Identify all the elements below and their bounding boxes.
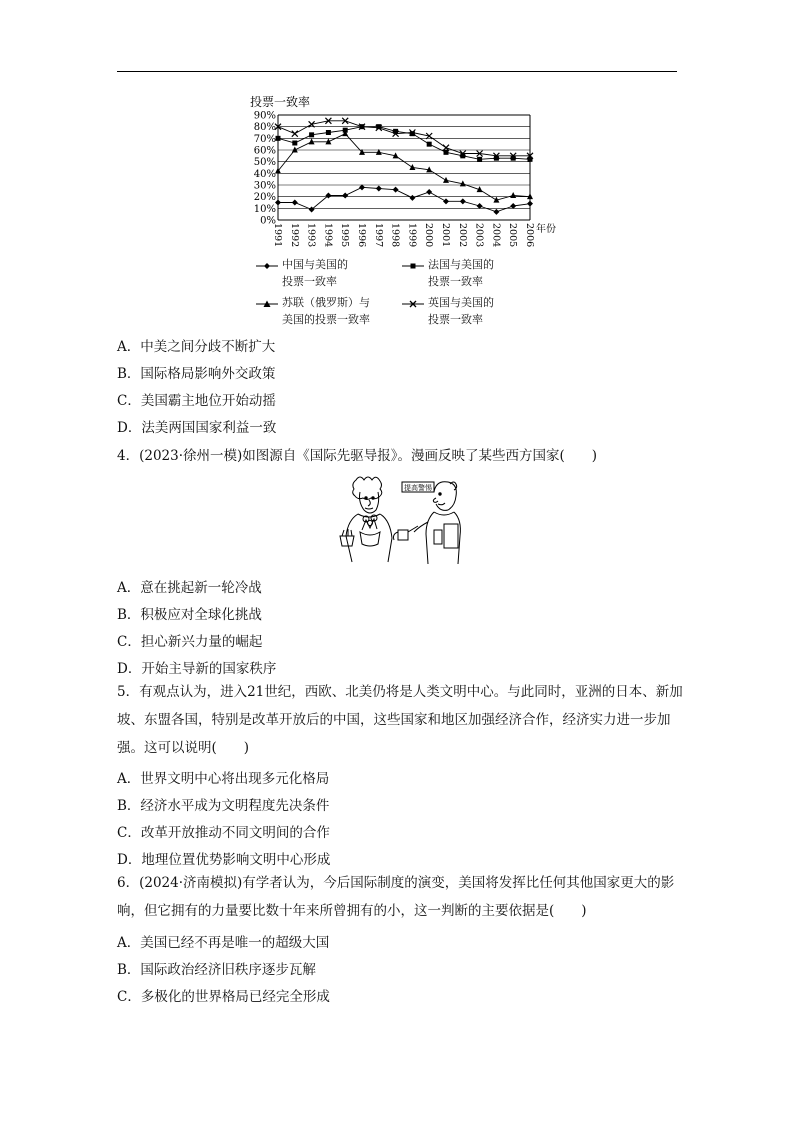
x-tick-label: 2002 xyxy=(456,223,468,248)
q5-option-c: C．改革开放推动不同文明间的合作 xyxy=(117,825,330,841)
x-tick-label: 1995 xyxy=(339,223,351,248)
data-point xyxy=(309,138,315,144)
x-tick-label: 1999 xyxy=(406,223,418,248)
legend-label: 英国与美国的 投票一致率 xyxy=(428,296,494,326)
x-tick-label: 1996 xyxy=(356,223,367,248)
y-tick-label: 90% xyxy=(253,110,276,122)
y-tick-label: 10% xyxy=(253,203,276,215)
q6-option-a: A．美国已经不再是唯一的超级大国 xyxy=(117,935,330,951)
legend-item-russia xyxy=(256,294,370,328)
data-point xyxy=(393,187,399,193)
x-tick-label: 2000 xyxy=(423,223,435,248)
cartoon-caption: 提高警惕 xyxy=(404,484,432,492)
x-tick-label: 2004 xyxy=(490,223,502,248)
y-tick-label: 40% xyxy=(253,168,276,180)
data-point xyxy=(292,141,297,146)
legend-label: 苏联（俄罗斯）与 美国的投票一致率 xyxy=(282,296,370,326)
x-tick-label: 1993 xyxy=(305,223,317,248)
data-point xyxy=(409,164,415,170)
legend-item-uk xyxy=(402,294,494,328)
legend-item-china xyxy=(256,256,348,290)
q3-option-d: D．法美两国国家利益一致 xyxy=(117,420,277,436)
q5-stem: 5．有观点认为，进入21世纪，西欧、北美仍将是人类文明中心。与此同时，亚洲的日本、新加坡、东盟各国，特别是改革开放后的中国，这些国家和地区加强经济合作，经济实力进一步加强。这可以说明( ) xyxy=(117,684,683,756)
x-tick-label: 1998 xyxy=(389,223,401,248)
data-point xyxy=(527,201,533,207)
series-line xyxy=(278,127,530,160)
data-point xyxy=(409,195,415,201)
x-tick-label: 2001 xyxy=(440,223,451,248)
y-tick-label: 30% xyxy=(253,180,276,192)
data-point xyxy=(493,209,499,215)
series-line xyxy=(278,134,530,201)
y-tick-label: 0% xyxy=(260,215,276,227)
header-rule xyxy=(117,71,677,72)
chart-legend xyxy=(250,256,550,328)
x-marker-icon xyxy=(402,300,424,308)
q4-option-d: D．开始主导新的国家秩序 xyxy=(117,661,277,677)
data-point xyxy=(427,142,432,147)
x-tick-label: 2006 xyxy=(524,223,535,248)
q6-stem: 6．(2024·济南模拟)有学者认为，今后国际制度的演变，美国将发挥比任何其他国家更大的影响，但它拥有的力量要比数十年来所曾拥有的小，这一判断的主要依据是( ) xyxy=(117,875,675,919)
y-tick-label: 50% xyxy=(253,157,276,169)
x-tick-label: 2003 xyxy=(473,223,485,248)
square-marker-icon xyxy=(402,262,424,270)
data-point xyxy=(460,198,466,204)
q5-option-d: D．地理位置优势影响文明中心形成 xyxy=(117,852,331,868)
q4-option-a: A．意在挑起新一轮冷战 xyxy=(117,580,262,596)
q4-stem: 4．(2023·徐州一模)如图源自《国际先驱导报》。漫画反映了某些西方国家( ) xyxy=(117,448,598,464)
legend-label: 中国与美国的 投票一致率 xyxy=(282,258,348,288)
legend-label: 法国与美国的 投票一致率 xyxy=(428,258,494,288)
q6-option-c: C．多极化的世界格局已经完全形成 xyxy=(117,989,330,1005)
x-tick-label: 2005 xyxy=(507,223,519,248)
q5-option-a: A．世界文明中心将出现多元化格局 xyxy=(117,771,330,787)
data-point xyxy=(426,189,432,195)
data-point xyxy=(376,186,382,192)
legend-item-france xyxy=(402,256,494,290)
x-tick-label: 1992 xyxy=(288,223,300,248)
vote-line-chart xyxy=(248,92,568,254)
data-point xyxy=(326,130,331,135)
data-point xyxy=(477,157,482,162)
q5-option-b: B．经济水平成为文明程度先决条件 xyxy=(117,798,330,814)
data-point xyxy=(443,198,449,204)
x-tick-label: 1991 xyxy=(272,223,283,248)
data-point xyxy=(292,131,298,137)
q3-option-b: B．国际格局影响外交政策 xyxy=(117,366,276,382)
q4-option-c: C．担心新兴力量的崛起 xyxy=(117,634,263,650)
data-point xyxy=(309,132,314,137)
q4-option-b: B．积极应对全球化挑战 xyxy=(117,607,262,623)
x-tick-label: 1997 xyxy=(372,223,384,248)
data-point xyxy=(276,136,281,141)
diamond-marker-icon xyxy=(256,262,278,270)
cartoon-illustration xyxy=(336,474,468,566)
x-tick-label: 1994 xyxy=(322,223,334,248)
data-point xyxy=(292,200,298,206)
data-point xyxy=(325,138,331,144)
data-point xyxy=(342,193,348,199)
y-tick-label: 80% xyxy=(253,122,276,134)
data-point xyxy=(510,192,516,198)
q6-option-b: B．国际政治经济旧秩序逐步瓦解 xyxy=(117,962,316,978)
data-point xyxy=(292,147,298,153)
y-tick-label: 20% xyxy=(253,192,276,204)
x-axis-unit: 年份 xyxy=(536,224,556,235)
data-point xyxy=(443,177,449,183)
y-tick-label: 60% xyxy=(253,145,276,157)
q3-option-a: A．中美之间分歧不断扩大 xyxy=(117,339,276,355)
data-point xyxy=(444,150,449,155)
triangle-marker-icon xyxy=(256,300,278,308)
chart-ylabel: 投票一致率 xyxy=(250,95,311,109)
y-tick-label: 70% xyxy=(253,133,276,145)
q3-option-c: C．美国霸主地位开始动摇 xyxy=(117,393,276,409)
